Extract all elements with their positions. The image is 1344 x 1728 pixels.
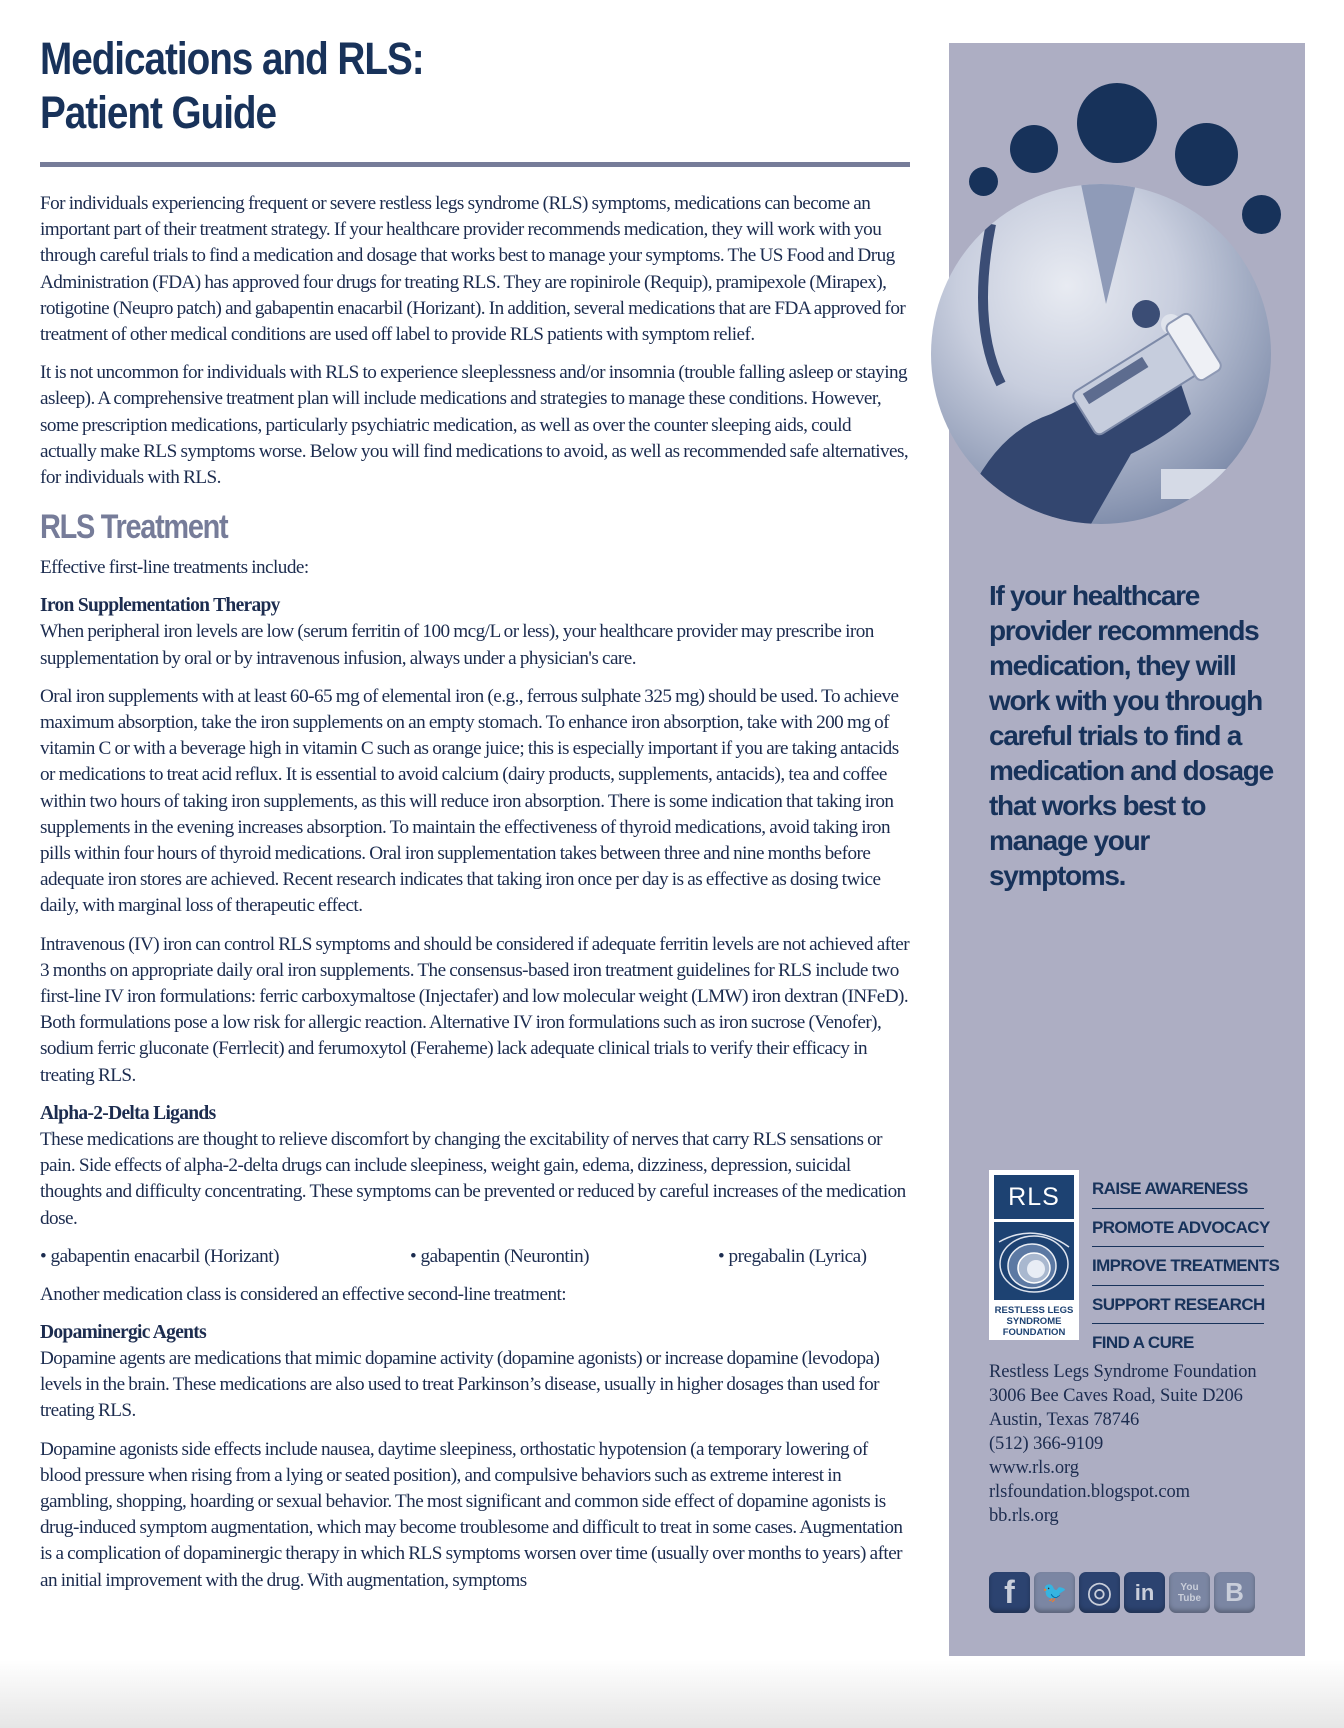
intro-paragraph-1: For individuals experiencing frequent or severe restless legs syndrome (RLS) symptoms, medications can become an important part of their treatment strategy. If your healthcare provider recommends medication, they will work with you through careful trials to find a medication and dosage that works best to manage your symptoms. The US Food and Drug Administration (FDA) has approved four drugs for treating RLS. They are ropinirole (Requip), pramipexole (Mirapex), rotigotine (Neupro patch) and gabapentin enacarbil (Horizant). In addition, several medications that are FDA approved for treatment of other medical conditions are used off label to provide RLS patients with symptom relief. — [40, 193, 906, 346]
org-name: Restless Legs Syndrome Foundation — [989, 1362, 1257, 1382]
blog-link[interactable]: rlsfoundation.blogspot.com — [989, 1482, 1190, 1502]
iron-paragraph-3: Intravenous (IV) iron can control RLS symptoms and should be considered if adequate ferritin levels are not achieved after 3 months on appropriate daily oral iron supplements. The consensus-based iron treatment guidelines for RLS include two first-line IV iron formulations: ferric carboxymaltose (Injectafer) and low molecular weight (LMW) iron dextran (INFeD). Both formulations pose a low risk for allergic reaction. Alternative IV iron formulations such as iron sucrose (Venofer), sodium ferric gluconate (Ferrlecit) and ferumoxytol (Feraheme) lack adequate clinical trials to verify their efficacy in treating RLS. — [40, 933, 910, 1086]
title-line-2: Patient Guide — [40, 87, 277, 138]
facebook-icon[interactable]: f — [989, 1572, 1030, 1613]
city-state-zip: Austin, Texas 78746 — [989, 1410, 1140, 1430]
logo-name-line: SYNDROME — [1006, 1316, 1062, 1327]
iron-heading: Iron Supplementation Therapy — [40, 595, 280, 617]
phone-number: (512) 366-9109 — [989, 1434, 1104, 1454]
list-item: • pregabalin (Lyrica) — [718, 1245, 867, 1267]
logo-name — [989, 1305, 1079, 1338]
pull-quote: If your healthcare provider recommends medication, they will work with you through careful trials to find a medication and dosage that works best to manage your symptoms. — [989, 580, 1273, 891]
alpha-drug-list — [40, 1244, 910, 1270]
section-heading: RLS Treatment — [40, 508, 228, 547]
bulletin-board-link[interactable]: bb.rls.org — [989, 1506, 1059, 1526]
social-media-links — [989, 1572, 1255, 1613]
logo-name-line: FOUNDATION — [1002, 1327, 1066, 1338]
decorative-dot — [1077, 83, 1157, 163]
page-title — [40, 32, 556, 140]
rls-foundation-logo — [989, 1170, 1079, 1340]
list-item: • gabapentin (Neurontin) — [410, 1245, 590, 1267]
dopamine-heading: Dopaminergic Agents — [40, 1321, 206, 1343]
dopamine-paragraph-1: Dopamine agents are medications that mimic dopamine activity (dopamine agonists) or increase dopamine (levodopa) levels in the brain. These medications are also used to treat Parkinson’s disease, usually in higher dosages than used for treating RLS. — [40, 1347, 880, 1422]
logo-swirl-icon — [994, 1222, 1074, 1300]
youtube-icon[interactable]: You Tube — [1169, 1572, 1210, 1613]
mission-item: IMPROVE TREATMENTS — [1092, 1247, 1264, 1286]
iron-paragraph-2: Oral iron supplements with at least 60-65 mg of elemental iron (e.g., ferrous sulphate 325 mg) should be used. To achieve maximum absorption, take the iron supplements on an empty stomach. To enhance iron absorption, take with 200 mg of vitamin C or with a beverage high in vitamin C such as orange juice; this is especially important if you are taking antacids or medications to treat acid reflux. It is essential to avoid calcium (dairy products, supplements, antacids), tea and coffee within two hours of taking iron supplements, as this will reduce iron absorption. There is some indication that taking iron supplements in the evening increases absorption. To maintain the effectiveness of thyroid medications, avoid taking iron pills within four hours of thyroid medications. Oral iron supplementation takes between three and nine months before adequate iron stores are achieved. Recent research indicates that taking iron once per day is as effective as dosing twice daily, with marginal loss of therapeutic effect. — [40, 685, 899, 917]
twitter-icon[interactable]: 🐦 — [1034, 1572, 1075, 1613]
alpha-paragraph: These medications are thought to relieve discomfort by changing the excitability of nerves that carry RLS sensations or pain. Side effects of alpha-2-delta drugs can include sleepiness, weight gain, edema, dizziness, depression, suicidal thoughts and difficulty concentrating. These symptoms can be prevented or reduced by careful increases of the medication dose. — [40, 1128, 906, 1229]
mission-item: PROMOTE ADVOCACY — [1092, 1209, 1264, 1248]
list-item: • gabapentin enacarbil (Horizant) — [40, 1245, 279, 1267]
iron-paragraph-1: When peripheral iron levels are low (serum ferritin of 100 mcg/L or less), your healthcare provider may prescribe iron supplementation by oral or by intravenous infusion, always under a physician's care. — [40, 621, 874, 669]
website-link[interactable]: www.rls.org — [989, 1458, 1079, 1478]
dopamine-paragraph-2: Dopamine agonists side effects include nausea, daytime sleepiness, orthostatic hypotension (a temporary lowering of blood pressure when rising from a lying or seated position), and compulsive behaviors such as extreme interest in gambling, shopping, hoarding or sexual behavior. The most significant and common side effect of dopamine agonists is drug-induced symptom augmentation, which may become troublesome and difficult to treat in some cases. Augmentation is a complication of dopaminergic therapy in which RLS symptoms worsen over time (usually over months to years) after an initial improvement with the drug. With augmentation, symptoms — [40, 1438, 903, 1591]
intro-paragraph-2: It is not uncommon for individuals with RLS to experience sleeplessness and/or insomnia (trouble falling asleep or staying asleep). A comprehensive treatment plan will include medications and strategies to manage these conditions. However, some prescription medications, particularly psychiatric medication, as well as over the counter sleeping aids, could actually make RLS symptoms worse. Below you will find medications to avoid, as well as recommended safe alternatives, for individuals with RLS. — [40, 362, 909, 489]
title-divider — [40, 162, 910, 167]
mission-item: SUPPORT RESEARCH — [1092, 1286, 1264, 1325]
mission-item: FIND A CURE — [1092, 1333, 1194, 1352]
alpha-heading: Alpha-2-Delta Ligands — [40, 1102, 216, 1124]
decorative-dot — [969, 167, 998, 196]
mission-list — [1092, 1170, 1280, 1362]
first-line-intro: Effective first-line treatments include: — [40, 557, 309, 579]
logo-name-line: RESTLESS LEGS — [994, 1305, 1074, 1316]
second-line-intro: Another medication class is considered an effective second-line treatment: — [40, 1283, 567, 1305]
blogger-icon[interactable]: B — [1214, 1572, 1255, 1613]
mission-item: RAISE AWARENESS — [1092, 1170, 1264, 1209]
instagram-icon[interactable]: ◎ — [1079, 1572, 1120, 1613]
sidebar-panel — [949, 43, 1305, 1656]
linkedin-icon[interactable]: in — [1124, 1572, 1165, 1613]
title-line-1: Medications and RLS: — [40, 33, 424, 84]
logo-abbr: RLS — [994, 1175, 1074, 1219]
contact-info — [989, 1360, 1289, 1528]
decorative-dot — [1175, 123, 1238, 186]
doctor-holding-pill-bottle-photo — [931, 184, 1271, 524]
decorative-dot — [1242, 195, 1281, 234]
main-column — [40, 32, 910, 1594]
decorative-dot — [1010, 125, 1058, 173]
street-address: 3006 Bee Caves Road, Suite D206 — [989, 1386, 1243, 1406]
